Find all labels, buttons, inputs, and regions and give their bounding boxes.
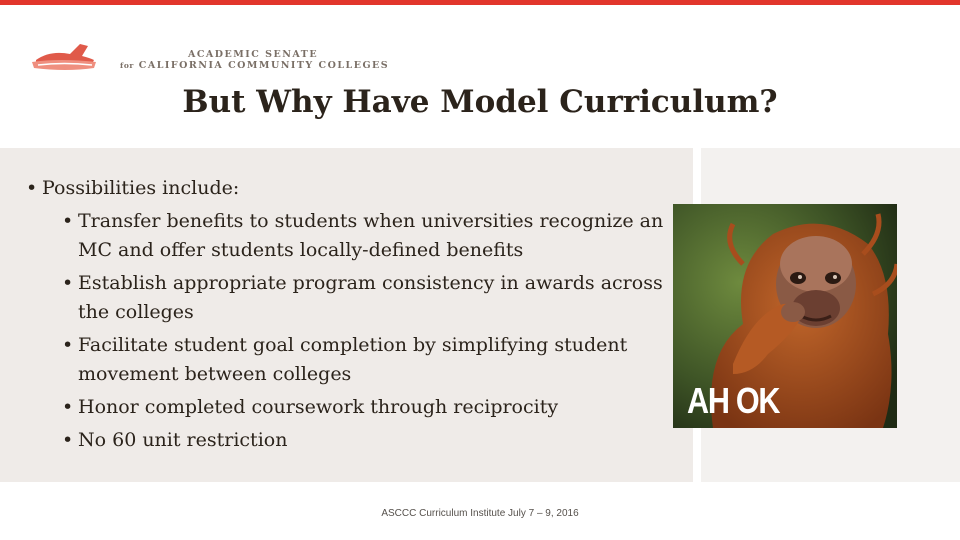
organization-name: [120, 49, 389, 71]
sub-bullet-text: No 60 unit restriction: [78, 429, 288, 451]
bullet-icon: •: [62, 334, 74, 356]
sub-bullet-item: [62, 331, 666, 389]
sub-bullet-item: [62, 269, 666, 327]
sub-bullet-text: Transfer benefits to students when universities recognize an MC and offer students locally-defined benefits: [78, 210, 664, 261]
bullet-item-intro: [26, 174, 666, 203]
sub-bullet-item: [62, 393, 666, 422]
slide-footer: ASCCC Curriculum Institute July 7 – 9, 2016: [381, 508, 579, 519]
academic-senate-logo-icon: [30, 38, 100, 74]
slide-title: But Why Have Model Curriculum?: [182, 84, 778, 120]
sub-bullet-item: [62, 207, 666, 265]
sub-bullet-item: [62, 426, 666, 455]
bullet-icon: •: [62, 210, 74, 232]
sub-bullet-text: Facilitate student goal completion by simplifying student movement between colleges: [78, 334, 628, 385]
sub-bullet-text: Establish appropriate program consistency in awards across the colleges: [78, 272, 663, 323]
meme-caption: AH OK: [687, 380, 780, 421]
top-accent-bar: [0, 0, 960, 5]
orangutan-meme-image: [673, 204, 897, 428]
bullet-icon: •: [62, 272, 74, 294]
org-name-line1: ACADEMIC SENATE: [188, 49, 319, 60]
bullet-text: Possibilities include:: [42, 177, 240, 199]
bullet-icon: •: [62, 429, 74, 451]
org-name-for: for: [120, 61, 134, 70]
org-name-line2: CALIFORNIA COMMUNITY COLLEGES: [138, 60, 390, 71]
bullet-list: [26, 174, 666, 459]
bullet-icon: •: [62, 396, 74, 418]
sub-bullet-text: Honor completed coursework through reciprocity: [78, 396, 559, 418]
bullet-icon: •: [26, 177, 38, 199]
